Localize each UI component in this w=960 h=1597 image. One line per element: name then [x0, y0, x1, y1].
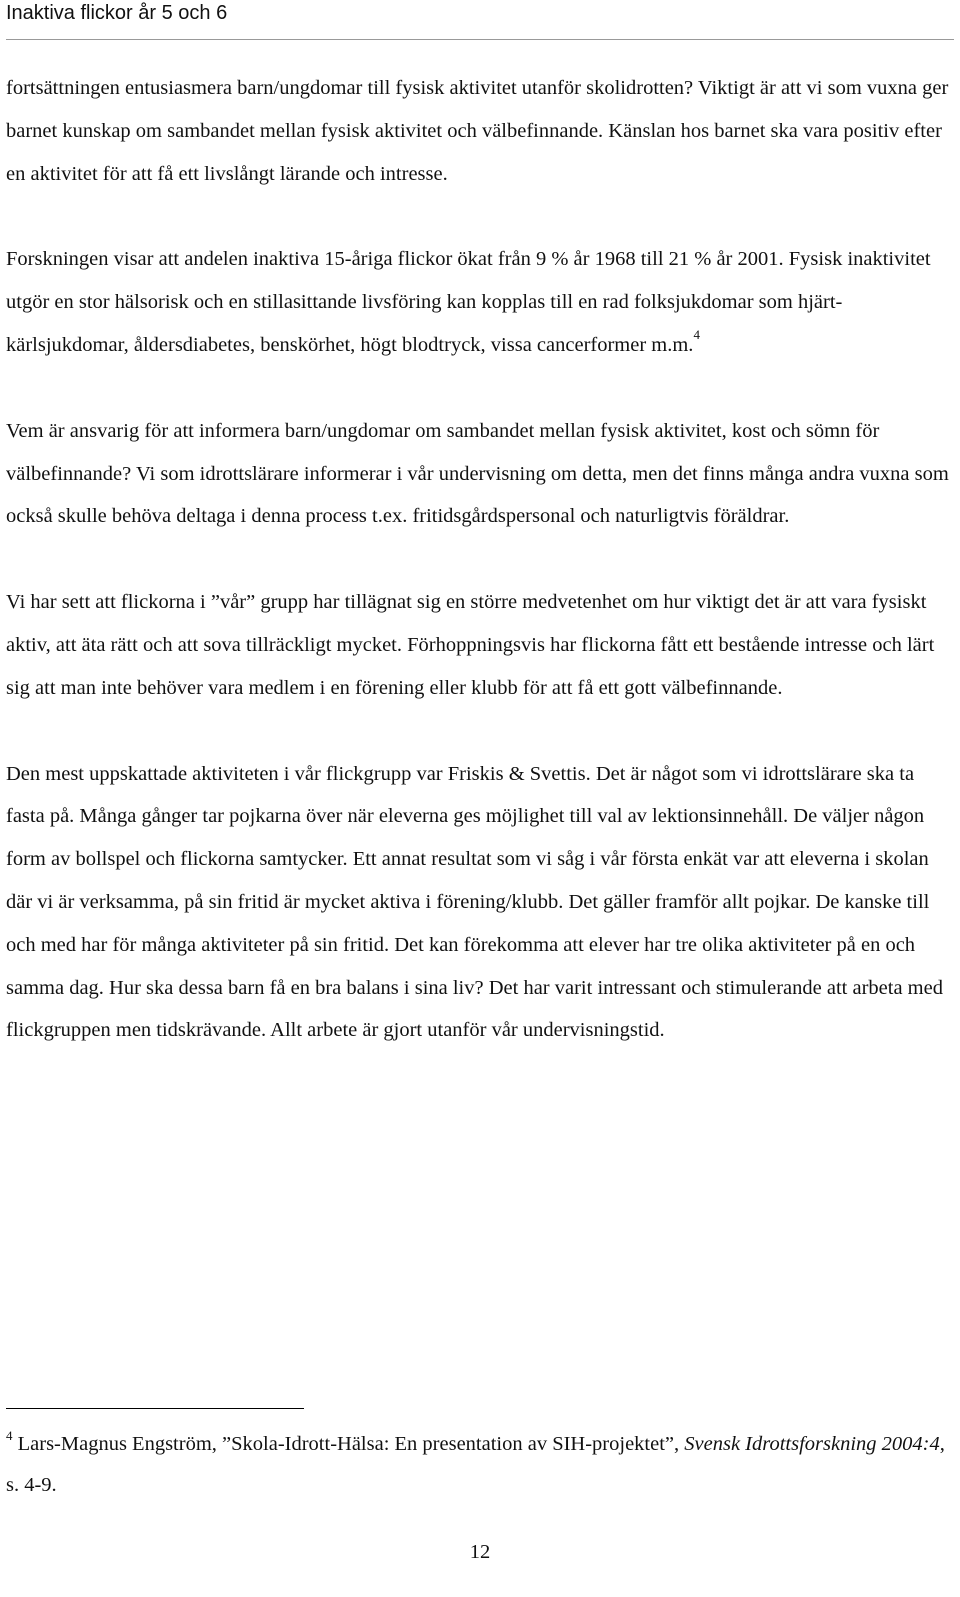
header-title: Inaktiva flickor år 5 och 6: [6, 2, 228, 24]
page-number: 12: [469, 1541, 491, 1563]
paragraph-3: Vem är ansvarig för att informera barn/ungdomar om sambandet mellan fysisk aktivitet, kost och sömn för välbefinnande? Vi som idrottslärare informerar i vår undervisning om detta, men det finns många andra vuxna som också skulle behöva deltaga i denna process t.ex. fritidsgårdspersonal och naturligtvis föräldrar.: [6, 419, 949, 528]
page-header: [6, 0, 954, 40]
document-body: [6, 67, 954, 1052]
paragraph-2-text: Forskningen visar att andelen inaktiva 15-åriga flickor ökat från 9 % år 1968 till 21 % år 2001. Fysisk inaktivitet utgör en stor hälsorisk och en stillasittande livsföring kan kopplas till en rad folksjukdomar som hjärt-kärlsjukdomar, åldersdiabetes, benskörhet, högt blodtryck, vissa cancerformer m.m.: [6, 248, 931, 356]
footnote-reference: 4: [693, 327, 700, 343]
paragraph-2: [6, 238, 954, 366]
paragraph-5: Den mest uppskattade aktiviteten i vår flickgrupp var Friskis & Svettis. Det är något som vi idrottslärare ska ta fasta på. Många gånger tar pojkarna över när eleverna ges möjlighet till val av lektionsinnehåll. De väljer någon form av bollspel och flickorna samtycker. Ett annat resultat som vi såg i vår första enkät var att eleverna i skolan där vi är verksamma, på sin fritid är mycket aktiva i förening/klubb. Det gäller framför allt pojkar. De kanske till och med har för många aktiviteter på sin fritid. Det kan förekomma att elever har tre olika aktiviteter på en och samma dag. Hur ska dessa barn få en bra balans i sina liv? Det har varit intressant och stimulerande att arbeta med flickgruppen men tidskrävande. Allt arbete är gjort utanför vår undervisningstid.: [6, 762, 943, 1042]
paragraph-4: Vi har sett att flickorna i ”vår” grupp har tillägnat sig en större medvetenhet om hur viktigt det är att vara fysiskt aktiv, att äta rätt och att sova tillräckligt mycket. Förhoppningsvis har flickorna fått ett bestående intresse och lärt sig att man inte behöver vara medlem i en förening eller klubb för att få ett gott välbefinnande.: [6, 591, 935, 699]
footnote-pages: , s. 4-9.: [6, 1433, 945, 1496]
footnote-text: Lars-Magnus Engström, ”Skola-Idrott-Hälsa: En presentation av SIH-projektet”,: [17, 1433, 685, 1455]
footnote-number: 4: [6, 1428, 13, 1444]
footnote-divider: [6, 1408, 304, 1409]
footnote: [6, 1424, 954, 1506]
header-divider: [6, 39, 954, 40]
paragraph-1: fortsättningen entusiasmera barn/ungdomar till fysisk aktivitet utanför skolidrotten? Viktigt är att vi som vuxna ger barnet kunskap om sambandet mellan fysisk aktivitet och välbefinnande. Känslan hos barnet ska vara positiv efter en aktivitet för att få ett livslångt lärande och intresse.: [6, 77, 949, 185]
footnote-source: Svensk Idrottsforskning 2004:4: [684, 1433, 940, 1455]
